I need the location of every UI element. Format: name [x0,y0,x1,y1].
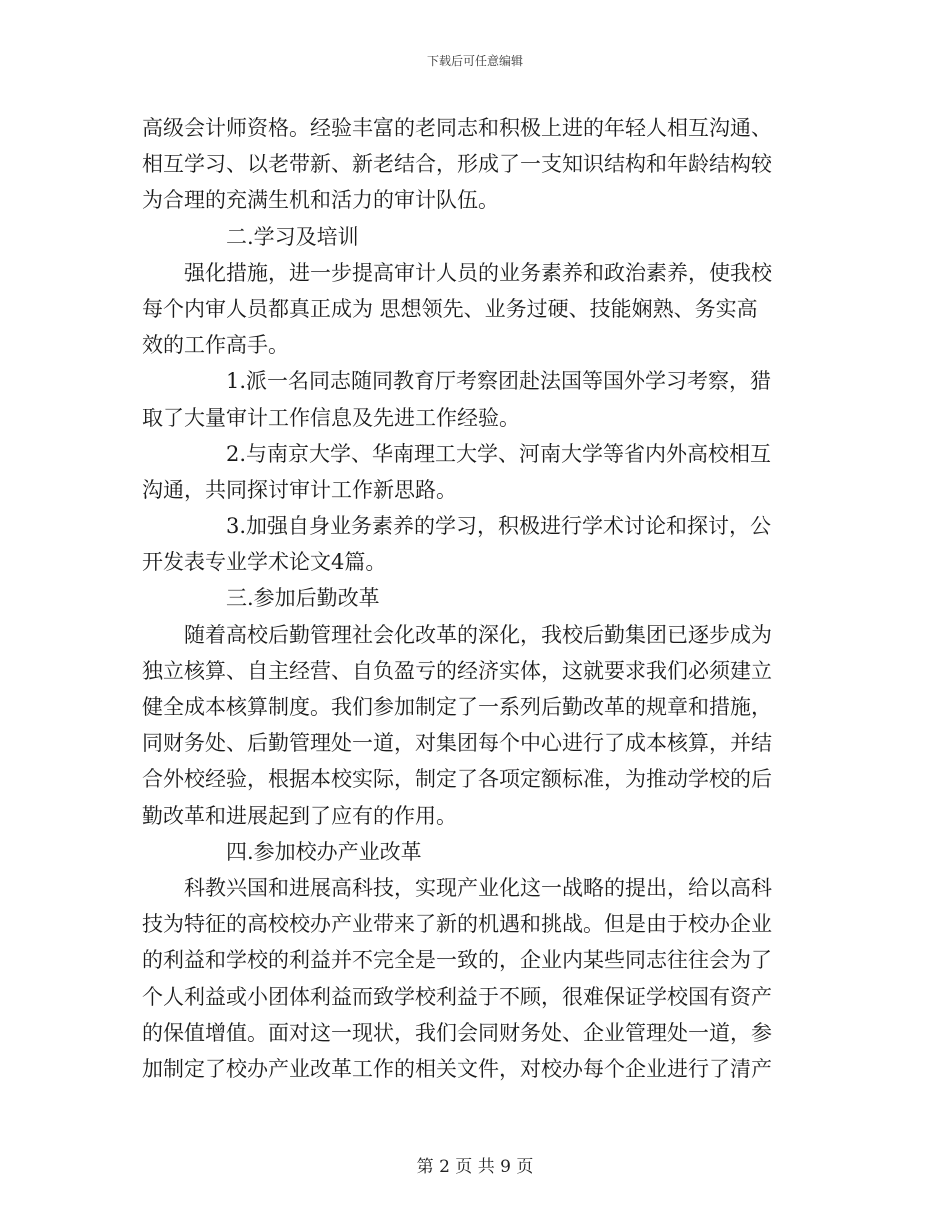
body-line: 健全成本核算制度。我们参加制定了一系列后勤改革的规章和措施， [142,695,772,719]
body-line: 加制定了校办产业改革工作的相关文件，对校办每个企业进行了清产 [142,1056,772,1081]
body-line: 取了大量审计工作信息及先进工作经验。 [142,405,520,430]
body-line: 效的工作高手。 [142,333,289,358]
page-header: 下载后可任意编辑 [426,54,523,68]
paragraph-first-line: 随着高校后勤管理社会化改革的深化，我校后勤集团已逐步成为 [184,622,772,647]
body-line: 合外校经验，根据本校实际，制定了各项定额标准，为推动学校的后 [142,767,772,792]
body-line: 开发表专业学术论文4篇。 [142,550,387,575]
section-heading: 四.参加校办产业改革 [226,839,422,864]
list-item-first-line: 3.加强自身业务素养的学习，积极进行学术讨论和探讨，公 [226,514,772,539]
paragraph-first-line: 科教兴国和进展高科技，实现产业化这一战略的提出，给以高科 [184,875,772,900]
body-line: 个人利益或小团体利益而致学校利益于不顾，很难保证学校国有资产 [142,984,772,1009]
section-heading: 三.参加后勤改革 [226,586,380,611]
body-line: 技为特征的高校校办产业带来了新的机遇和挑战。但是由于校办企业 [142,912,772,937]
body-line: 为合理的充满生机和活力的审计队伍。 [142,188,499,213]
section-heading: 二.学习及培训 [226,224,359,249]
body-line: 同财务处、后勤管理处一道，对集团每个中心进行了成本核算，并结 [142,731,772,756]
body-line: 相互学习、以老带新、新老结合，形成了一支知识结构和年龄结构较 [142,152,772,177]
body-line: 沟通，共同探讨审计工作新思路。 [142,477,457,502]
page-footer: 第 2 页 共 9 页 [416,1157,534,1177]
body-line: 的保值增值。面对这一现状，我们会同财务处、企业管理处一道，参 [142,1020,772,1045]
list-item-first-line: 2.与南京大学、华南理工大学、河南大学等省内外高校相互 [226,441,772,466]
body-line: 独立核算、自主经营、自负盈亏的经济实体，这就要求我们必须建立 [142,658,772,683]
body-line: 的利益和学校的利益并不完全是一致的，企业内某些同志往往会为了 [142,948,772,973]
body-line: 每个内审人员都真正成为 思想领先、业务过硬、技能娴熟、务实高 [142,296,758,321]
paragraph-first-line: 强化措施，进一步提高审计人员的业务素养和政治素养，使我校 [184,260,772,285]
body-line: 勤改革和进展起到了应有的作用。 [142,803,457,828]
body-line: 高级会计师资格。经验丰富的老同志和积极上进的年轻人相互沟通、 [142,116,772,140]
list-item-first-line: 1.派一名同志随同教育厅考察团赴法国等国外学习考察，猎 [226,369,772,394]
document-body [142,110,808,1087]
